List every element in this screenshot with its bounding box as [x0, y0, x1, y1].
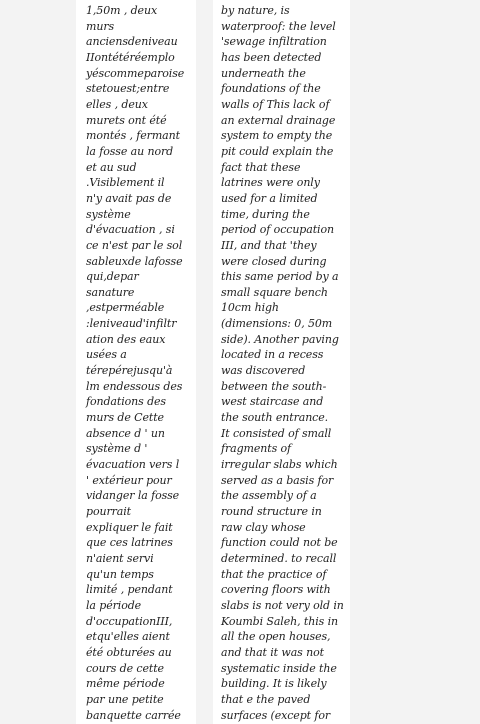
french-text-line: système: [86, 207, 131, 221]
french-text-line: murs: [86, 19, 115, 33]
french-text-line: ation des eaux: [86, 332, 166, 346]
english-text-line: this same period by a: [221, 270, 339, 284]
french-text-line: lm endessous des: [86, 379, 183, 393]
french-text-line: la période: [86, 598, 142, 612]
french-text-line: :leniveaud'infiltr: [86, 317, 177, 331]
french-text-line: évacuation vers l: [86, 458, 180, 472]
english-text-line: located in a recess: [221, 348, 324, 362]
english-text-line: small square bench: [221, 285, 328, 299]
french-text-line: d'occupationIII,: [86, 614, 173, 628]
english-text-line: used for a limited: [221, 191, 318, 205]
french-text-line: 1,50m , deux: [86, 4, 158, 17]
english-text-line: latrines were only: [221, 176, 320, 190]
english-text-line: between the south-: [221, 379, 327, 393]
english-text-line: building. It is likely: [221, 677, 327, 691]
french-text-line: stetouest;entre: [86, 82, 170, 96]
english-text-line: surfaces (except for: [221, 708, 331, 722]
english-text-line: covering floors with: [221, 583, 331, 597]
english-text-line: the assembly of a: [221, 489, 317, 503]
english-text-line: served as a basis for: [221, 473, 334, 487]
english-text-line: an external drainage: [221, 113, 336, 127]
french-text-line: ' extérieur pour: [86, 473, 172, 487]
french-text-line: expliquer le fait: [86, 520, 173, 534]
french-text-column: [76, 0, 196, 724]
english-text-line: waterproof: the level: [221, 19, 336, 33]
french-text-line: etqu'elles aient: [86, 630, 170, 644]
french-text-line: térepérejusqu'à: [86, 364, 173, 378]
french-text-line: n'aient servi: [86, 551, 154, 565]
french-text-line: absence d ' un: [86, 426, 165, 440]
english-text-line: that e the paved: [221, 692, 311, 706]
english-text-line: round structure in: [221, 505, 322, 518]
french-text-line: yéscommeparoise: [86, 66, 185, 80]
english-text-line: west staircase and: [221, 395, 324, 409]
french-text-line: anciensdeniveau: [86, 35, 178, 49]
english-text-line: slabs is not very old in: [221, 598, 344, 612]
english-text-line: It consisted of small: [221, 426, 332, 440]
french-text-line: sableuxde lafosse: [86, 254, 183, 268]
french-text-line: banquette carrée: [86, 708, 181, 722]
english-text-line: 'sewage infiltration: [221, 35, 327, 49]
english-text-line: fact that these: [221, 160, 301, 174]
english-text-line: all the open houses,: [221, 630, 331, 644]
french-text-line: n'y avait pas de: [86, 191, 172, 205]
french-text-line: d'évacuation , si: [86, 223, 175, 237]
english-text-line: fragments of: [221, 442, 292, 456]
french-text-line: que ces latrines: [86, 536, 173, 550]
french-text-line: limité , pendant: [86, 583, 173, 597]
english-text-line: systematic inside the: [221, 661, 337, 675]
french-text-line: murets ont été: [86, 113, 167, 127]
french-text-line: et au sud: [86, 160, 137, 174]
french-text-line: pourrait: [86, 505, 131, 518]
english-text-line: time, during the: [221, 207, 310, 221]
french-text-line: qu'un temps: [86, 567, 154, 581]
french-text-line: fondations des: [86, 395, 166, 409]
english-text-line: III, and that 'they: [221, 238, 317, 252]
english-text-line: Koumbi Saleh, this in: [221, 614, 338, 628]
french-text-line: murs de Cette: [86, 411, 164, 425]
english-text-line: walls of This lack of: [221, 97, 330, 111]
french-text-line: usées a: [86, 348, 127, 362]
french-text-line: qui,depar: [86, 270, 139, 284]
french-text-line: sanature: [86, 285, 135, 299]
english-text-line: irregular slabs which: [221, 458, 338, 472]
french-text-line: ce n'est par le sol: [86, 238, 183, 252]
english-text-column: [213, 0, 350, 724]
french-text-line: système d ': [86, 442, 148, 456]
french-text-line: elles , deux: [86, 97, 148, 111]
english-text-line: pit could explain the: [221, 144, 334, 158]
english-text-line: side). Another paving: [221, 332, 339, 346]
english-text-line: were closed during: [221, 254, 327, 268]
english-text-line: and that it was not: [221, 645, 324, 659]
english-text-line: underneath the: [221, 66, 306, 80]
french-text-line: .Visiblement il: [86, 176, 165, 190]
english-text-line: the south entrance.: [221, 411, 329, 425]
english-text-line: has been detected: [221, 50, 322, 64]
english-text-line: by nature, is: [221, 4, 290, 17]
french-text-line: ,estperméable: [86, 301, 165, 315]
french-text-line: été obturées au: [86, 645, 172, 659]
english-text-line: 10cm high: [221, 301, 279, 315]
english-text-line: foundations of the: [221, 82, 321, 96]
french-text-line: montés , fermant: [86, 129, 180, 143]
english-text-line: (dimensions: 0, 50m: [221, 317, 333, 331]
english-text-line: system to empty the: [221, 129, 333, 143]
english-text-line: raw clay whose: [221, 520, 306, 534]
french-text-line: par une petite: [86, 692, 164, 706]
french-text-line: vidanger la fosse: [86, 489, 180, 503]
english-text-line: determined. to recall: [221, 551, 337, 565]
english-text-line: function could not be: [221, 536, 338, 550]
french-text-line: même période: [86, 677, 165, 691]
french-text-line: IIontétéréemplo: [86, 50, 175, 64]
french-text-line: la fosse au nord: [86, 144, 174, 158]
english-text-line: that the practice of: [221, 567, 327, 581]
english-text-line: period of occupation: [221, 223, 334, 237]
english-text-line: was discovered: [221, 364, 306, 378]
french-text-line: cours de cette: [86, 661, 164, 675]
